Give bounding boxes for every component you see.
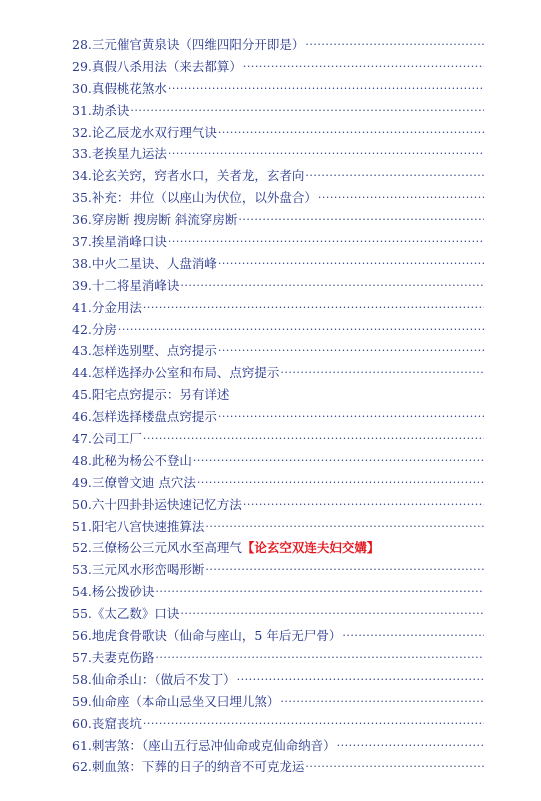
toc-entry-number: 34. — [72, 168, 92, 184]
dot-leader — [197, 472, 484, 494]
toc-entry — [72, 735, 484, 757]
dot-leader — [168, 78, 484, 100]
toc-entry-number: 42. — [72, 321, 92, 337]
toc-entry — [72, 581, 484, 603]
toc-entry-title: 仙命座（本命山忌坐又曰埋儿煞） — [91, 693, 280, 709]
toc-entry — [72, 319, 484, 341]
toc-entry — [72, 625, 484, 647]
toc-entry-title: 公司工厂 — [91, 431, 142, 447]
toc-entry — [72, 187, 484, 209]
toc-entry — [72, 34, 484, 56]
toc-entry — [72, 494, 484, 516]
dot-leader — [218, 340, 484, 362]
dot-leader — [168, 143, 484, 165]
toc-entry-title: 真假八杀用法（来去都算） — [91, 58, 242, 74]
dot-leader — [205, 516, 484, 538]
toc-entry-title: 丧窟丧坑 — [91, 715, 142, 731]
dot-leader — [218, 253, 484, 275]
dot-leader — [155, 647, 484, 669]
toc-entry-title: 刺血煞：下葬的日子的纳音不可克龙运 — [91, 759, 305, 775]
dot-leader — [238, 209, 484, 231]
toc-entry-title: 仙命杀山：（做后不发丁） — [91, 671, 236, 687]
toc-entry-title: 劫杀诀 — [91, 102, 130, 118]
dot-leader — [280, 362, 484, 384]
dot-leader — [305, 165, 484, 187]
toc-entry-title: 真假桃花煞水 — [91, 80, 167, 96]
dot-leader — [243, 494, 484, 516]
toc-entry-title: 怎样选择办公室和布局、点窍提示 — [91, 365, 280, 381]
toc-entry-number: 39. — [72, 277, 92, 293]
toc-entry-number: 38. — [72, 255, 92, 271]
toc-entry — [72, 56, 484, 78]
dot-leader — [180, 603, 484, 625]
toc-entry — [72, 209, 484, 231]
toc-entry-title: 中火二星诀、人盘消峰 — [91, 255, 217, 271]
toc-entry-number: 30. — [72, 80, 92, 96]
toc-entry-number: 44. — [72, 365, 92, 381]
toc-entry — [72, 297, 484, 319]
dot-leader — [143, 428, 484, 450]
toc-entry-title: 三元催官黄泉诀（四维四阳分开即是） — [91, 37, 305, 52]
toc-entry-number: 41. — [72, 299, 92, 315]
toc-entry-number: 52. — [72, 540, 92, 556]
toc-entry — [72, 756, 484, 778]
toc-entry — [72, 669, 484, 691]
toc-entry — [72, 362, 484, 384]
toc-entry — [72, 516, 484, 538]
toc-entry-title: 此秘为杨公不登山 — [91, 452, 192, 468]
dot-leader — [155, 581, 484, 603]
dot-leader — [318, 187, 484, 209]
toc-entry-title: 补充：井位（以座山为伏位，以外盘合） — [91, 190, 317, 206]
toc-entry — [72, 275, 484, 297]
dot-leader — [237, 669, 484, 691]
toc-entry-title: 怎样选择楼盘点窍提示 — [91, 409, 217, 425]
toc-entry-title: 挨星消峰口诀 — [91, 234, 167, 250]
toc-entry-number: 60. — [72, 715, 92, 731]
dot-leader — [280, 691, 484, 713]
toc-entry — [72, 472, 484, 494]
toc-entry-title: 刺害煞：（座山五行忌冲仙命或克仙命纳音） — [91, 737, 336, 753]
toc-entry — [72, 406, 484, 428]
toc-entry — [72, 384, 484, 406]
toc-entry-number: 33. — [72, 146, 92, 162]
toc-entry-number: 45. — [72, 387, 92, 403]
table-of-contents — [72, 34, 484, 778]
toc-entry — [72, 340, 484, 362]
toc-entry-number: 57. — [72, 649, 92, 665]
dot-leader — [342, 625, 484, 647]
toc-entry-number: 58. — [72, 671, 92, 687]
toc-entry — [72, 78, 484, 100]
toc-entry-title: 穿房断 搜房断 斜流穿房断 — [91, 212, 238, 228]
dot-leader — [218, 122, 484, 144]
dot-leader — [180, 275, 484, 297]
toc-entry — [72, 253, 484, 275]
toc-entry-number: 47. — [72, 431, 92, 447]
toc-entry-number: 43. — [72, 343, 92, 359]
toc-entry-highlight: 【论玄空双连夫妇交媾】 — [241, 540, 380, 556]
toc-entry-number: 48. — [72, 452, 92, 468]
toc-entry-number: 62. — [72, 759, 92, 775]
toc-entry — [72, 122, 484, 144]
toc-entry-title: 三僚杨公三元风水至高理气 — [91, 540, 242, 556]
toc-entry-number: 37. — [72, 234, 92, 250]
toc-entry-title: 分金用法 — [91, 299, 142, 315]
toc-entry-title: 论玄关窍，窍者水口，关者龙，玄者向 — [91, 168, 305, 184]
toc-entry-number: 56. — [72, 628, 92, 644]
toc-entry — [72, 603, 484, 625]
toc-entry — [72, 537, 484, 559]
toc-entry — [72, 713, 484, 735]
toc-entry-number: 50. — [72, 496, 92, 512]
toc-entry-title: 怎样选别墅、点窍提示 — [91, 343, 217, 359]
toc-entry-title: 十二将星消峰诀 — [91, 277, 180, 293]
dot-leader — [118, 319, 484, 341]
toc-entry-number: 61. — [72, 737, 92, 753]
toc-entry-title: 杨公拨砂诀 — [91, 584, 155, 600]
toc-entry-number: 31. — [72, 102, 92, 118]
toc-entry-number: 55. — [72, 606, 92, 622]
dot-leader — [143, 297, 484, 319]
dot-leader — [243, 56, 484, 78]
toc-entry-title: 老挨星九运法 — [91, 146, 167, 162]
toc-entry-title: 六十四卦卦运快速记忆方法 — [91, 496, 242, 512]
toc-entry-title: 《太乙数》口诀 — [91, 606, 180, 622]
toc-entry-title: 分房 — [91, 321, 117, 337]
dot-leader — [168, 231, 484, 253]
toc-entry-title: 论乙辰龙水双行理气诀 — [91, 124, 217, 140]
toc-entry-number: 54. — [72, 584, 92, 600]
toc-entry — [72, 647, 484, 669]
toc-entry-title: 三僚曾文迪 点穴法 — [91, 474, 196, 490]
toc-entry-title: 阳宅点窍提示：另有详述 — [91, 387, 230, 403]
toc-entry — [72, 100, 484, 122]
toc-entry-number: 36. — [72, 212, 92, 228]
toc-entry-number: 49. — [72, 474, 92, 490]
dot-leader — [193, 450, 484, 472]
toc-entry-number: 32. — [72, 124, 92, 140]
dot-leader — [205, 559, 484, 581]
toc-entry-number: 53. — [72, 562, 92, 578]
dot-leader — [305, 34, 484, 56]
toc-entry — [72, 559, 484, 581]
toc-entry-title: 夫妻克伤路 — [91, 649, 155, 665]
dot-leader — [305, 756, 484, 778]
toc-entry — [72, 428, 484, 450]
toc-entry-number: 35. — [72, 190, 92, 206]
dot-leader — [143, 713, 484, 735]
toc-entry — [72, 231, 484, 253]
toc-entry-number: 51. — [72, 518, 92, 534]
toc-entry — [72, 165, 484, 187]
dot-leader — [218, 406, 484, 428]
toc-entry — [72, 450, 484, 472]
toc-entry-title: 三元风水形峦喝形断 — [91, 562, 205, 578]
dot-leader — [130, 100, 484, 122]
toc-entry-number: 59. — [72, 693, 92, 709]
toc-entry-title: 地虎食骨歌诀（仙命与座山，5 年后无尸骨） — [91, 628, 342, 644]
toc-entry-number: 28. — [72, 37, 92, 52]
toc-entry — [72, 143, 484, 165]
toc-entry-number: 46. — [72, 409, 92, 425]
dot-leader — [337, 735, 484, 757]
toc-entry-number: 29. — [72, 58, 92, 74]
toc-entry-title: 阳宅八宫快速推算法 — [91, 518, 205, 534]
toc-entry — [72, 691, 484, 713]
